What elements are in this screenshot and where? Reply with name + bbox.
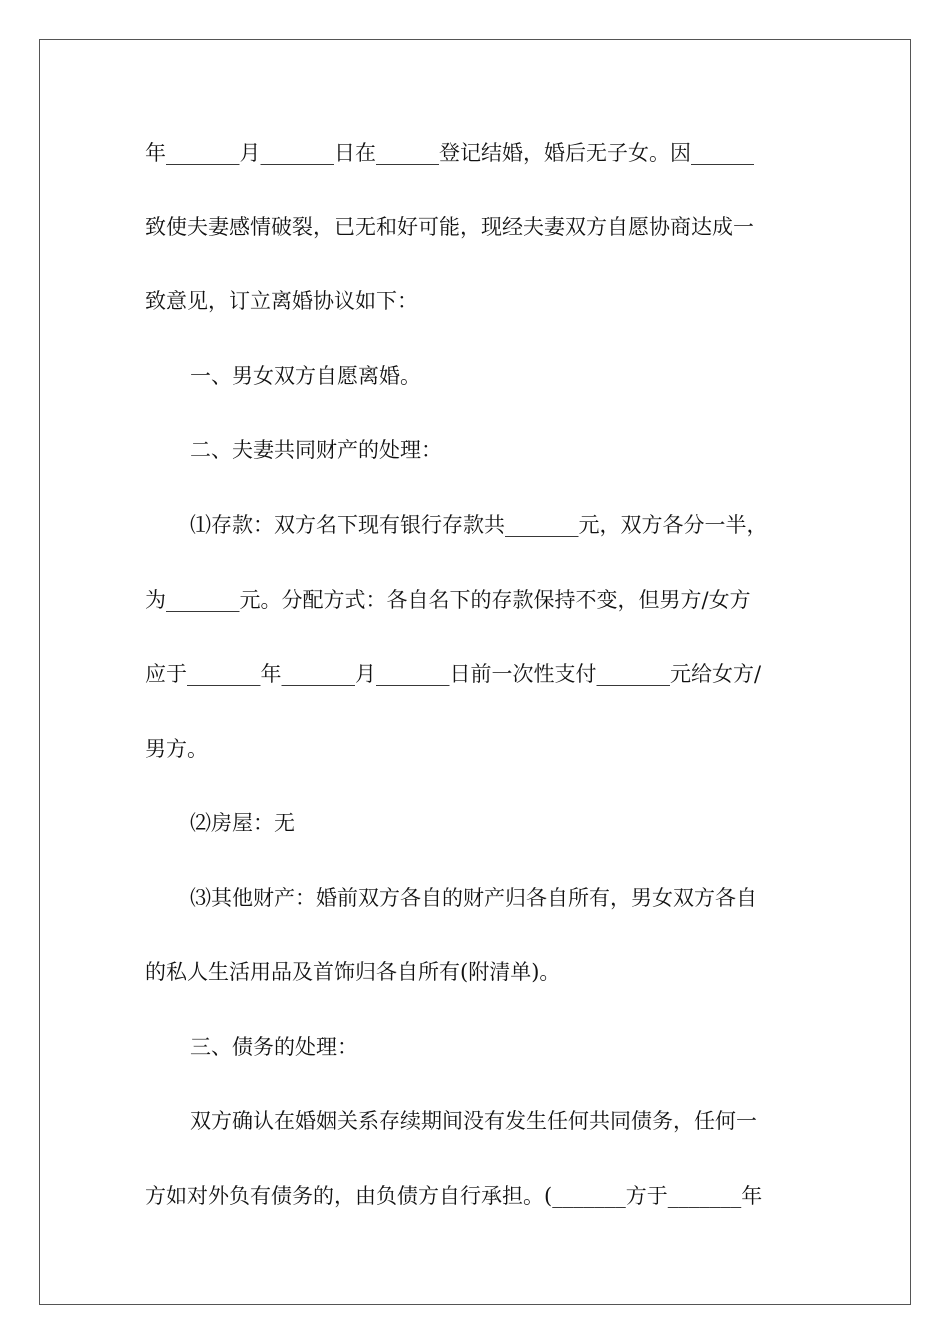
text-line-2: 致使夫妻感情破裂，已无和好可能，现经夫妻双方自愿协商达成一 <box>145 215 754 239</box>
clause-other-property-line-2: 的私人生活用品及首饰归各自所有(附清单)。 <box>145 960 561 984</box>
clause-other-property-line-1: ⑶其他财产：婚前双方各自的财产归各自所有，男女双方各自 <box>190 886 757 910</box>
clause-deposit-line-4: 男方。 <box>145 737 208 761</box>
clause-deposit-line-1: ⑴存款：双方名下现有银行存款共_______元，双方各分一半， <box>190 513 768 537</box>
section-heading-3: 三、债务的处理： <box>190 1035 358 1059</box>
clause-debt-line-1: 双方确认在婚姻关系存续期间没有发生任何共同债务，任何一 <box>190 1109 757 1133</box>
section-heading-2: 二、夫妻共同财产的处理： <box>190 438 442 462</box>
clause-deposit-line-2: 为_______元。分配方式：各自名下的存款保持不变，但男方/女方 <box>145 588 751 612</box>
section-heading-1: 一、男女双方自愿离婚。 <box>190 364 421 388</box>
clause-debt-line-2: 方如对外负有债务的，由负债方自行承担。(_______方于_______年 <box>145 1184 763 1208</box>
text-line-1: 年_______月_______日在______登记结婚，婚后无子女。因______ <box>145 141 754 165</box>
text-line-3: 致意见，订立离婚协议如下： <box>145 289 418 313</box>
clause-house: ⑵房屋：无 <box>190 811 295 835</box>
clause-deposit-line-3: 应于_______年_______月_______日前一次性支付_______元给女方/ <box>145 662 762 686</box>
